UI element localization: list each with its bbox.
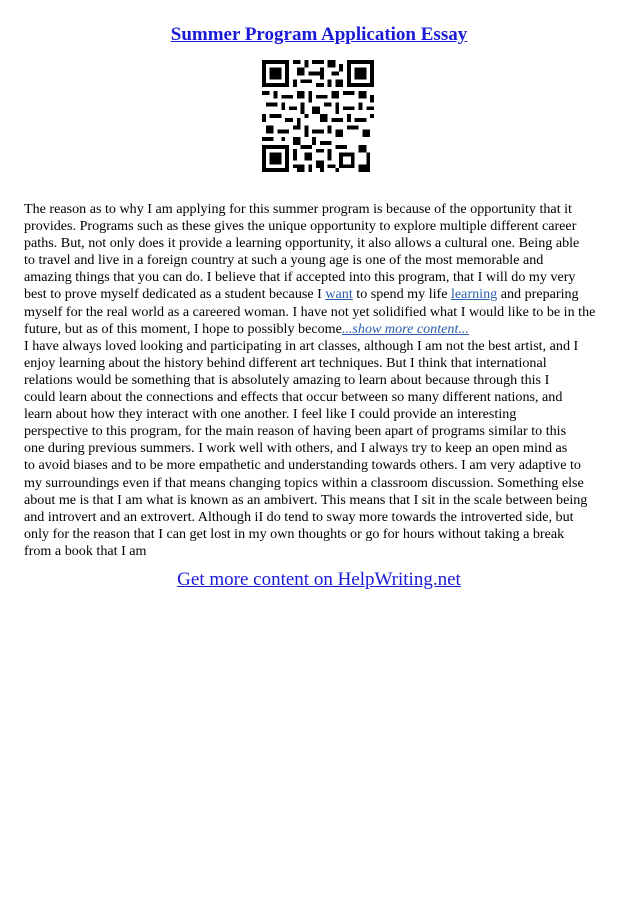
essay-line: paths. But, not only does it provide a learning opportunity, it also allows a cultural one. Being able <box>24 235 580 252</box>
essay-line <box>24 286 618 303</box>
essay-line: enjoy learning about the history behind different art techniques. But I think that international <box>24 354 547 371</box>
essay-line: my surroundings even if that means changing topics within a classroom discussion. Something else <box>24 474 584 491</box>
essay-line: to avoid biases and to be more empathetic and understanding towards others. I am very adaptive to <box>24 457 581 474</box>
qr-code-icon <box>262 60 374 172</box>
essay-line: I have always loved looking and participating in art classes, although I am not the best artist, and I <box>24 337 579 354</box>
get-more-content-link[interactable]: Get more content on HelpWriting.net <box>177 569 461 590</box>
essay-line: provides. Programs such as these gives the unique opportunity to explore multiple different career <box>24 218 577 235</box>
essay-line: and introvert and an extrovert. Although iI do tend to sway more towards the introverted side, but <box>24 508 574 525</box>
essay-line <box>24 321 618 338</box>
link-want[interactable]: want <box>325 286 353 303</box>
essay-line: amazing things that you can do. I believe that if accepted into this program, that I will do my very <box>24 269 576 286</box>
essay-line: myself for the real world as a careered woman. I have not yet solidified what I would like to be in the <box>24 303 596 320</box>
essay-text: and preparing <box>497 286 579 303</box>
essay-line: only for the reason that I can get lost in my own thoughts or go for hours without taking a break <box>24 525 565 542</box>
page-title[interactable]: Summer Program Application Essay <box>170 24 468 45</box>
essay-line: perspective to this program, for the main reason of having been apart of programs similar to this <box>24 423 567 440</box>
essay-line: The reason as to why I am applying for this summer program is because of the opportunity that it <box>24 201 572 217</box>
show-more-link[interactable]: ...show more content... <box>341 320 469 337</box>
essay-text: to spend my life <box>352 286 452 303</box>
essay-line: from a book that I am <box>24 542 147 559</box>
essay-line: to travel and live in a foreign country at such a young age is one of the most memorable and <box>24 252 544 269</box>
essay-body <box>24 201 618 560</box>
essay-line: one during previous summers. I work well with others, and I always try to keep an open mind as <box>24 440 568 457</box>
essay-line: about me is that I am what is known as an ambivert. This means that I sit in the scale between being <box>24 491 588 508</box>
link-learning[interactable]: learning <box>451 286 498 303</box>
essay-text: future, but as of this moment, I hope to possibly become <box>24 320 342 337</box>
essay-line: learn about how they interact with one another. I feel like I could provide an interesting <box>24 406 517 423</box>
essay-text: best to prove myself dedicated as a student because I <box>24 286 326 303</box>
essay-line: relations would be something that is absolutely amazing to learn about because through this I <box>24 371 550 388</box>
essay-line: could learn about the connections and effects that occur between so many different nations, and <box>24 389 563 406</box>
